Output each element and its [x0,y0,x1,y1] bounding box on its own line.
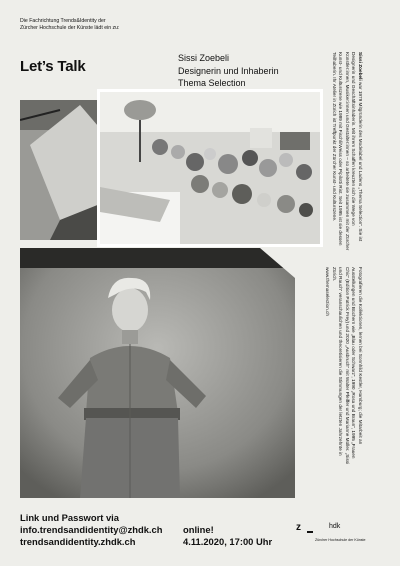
event-info [183,524,272,548]
event-datetime: 4.11.2020, 17:00 Uhr [183,536,273,547]
website-link[interactable]: trendsandidentity.zhdk.ch [20,536,136,547]
zhdk-logo-hdk: hdk [329,523,341,530]
bio-url[interactable]: www.themaselection.ch [325,267,331,316]
access-label: Link und Passwort via [20,512,119,523]
portrait-photo [20,248,295,498]
intro-line-1: Die Fachrichtung Trends&Identity der [20,18,106,24]
speaker-name: Sissi Zoebeli [178,53,230,63]
intro-text [20,18,180,32]
page-title: Let’s Talk [20,58,86,75]
bio-paragraph-1: war 1979 Mitgründerin des Modelabel und Ladens „Thema Selection“. Sie ist Designerin und Geschäftsinhaberin. Mit ihrem Schaffen kreuzten sich die Wege von Künstler:innen, Musiker:innen und Gestalter:innen – so arbeitete sie zusammen mit der Zürcher Kunst- und Kulturszene wie 1989 mit Fischli/Weiss oder Pipilotti Rist. Seit 1995 ist sie dessen Teilhaberin. Ihr Atelier in Zürich ist Treffpunkt der Zürcher Kunst- und Kulturszene. [331,52,363,251]
toys-photo [100,92,320,244]
contact-email-link[interactable]: info.trendsandidentity@zhdk.ch [20,524,163,535]
speaker-role: Designerin und Inhaberin [178,65,279,76]
event-status: online! [183,524,214,535]
bio-paragraph-2: Fotografieren die Kollektionen, lernen bei Sonnhild Kestler, Hamburg; die Mitarbeit an Ausstellungen und Büchern wie „Blau oder Schwarz“, 1990 „Rosa und Braun“, 1995 „Frauen Chic“ (Edition Patrick Frey) und 2020 „Ausbruch“ mit Walter Pfeiffer und Marianne Müller. „Sissi und Rauch“ veranschaulichen und theoretisieren die Stimmungen der letzten Jahrzehnte in Zürich. [331,267,363,465]
lamp-photo [20,100,110,240]
bio-text [313,52,363,472]
zhdk-logo-z: z [296,522,301,533]
zhdk-logo-dash [307,531,313,533]
speaker-company: Thema Selection [178,78,246,88]
bio-column-1 [330,52,363,252]
bio-column-2 [323,267,363,467]
bio-name: Sissi Zoebeli [358,52,363,81]
speaker-info [178,52,279,90]
access-info [20,512,162,548]
zhdk-logo-subtitle: Zürcher Hochschule der Künste [315,538,366,542]
intro-line-2: Zürcher Hochschule der Künste lädt ein zu: [20,25,120,31]
